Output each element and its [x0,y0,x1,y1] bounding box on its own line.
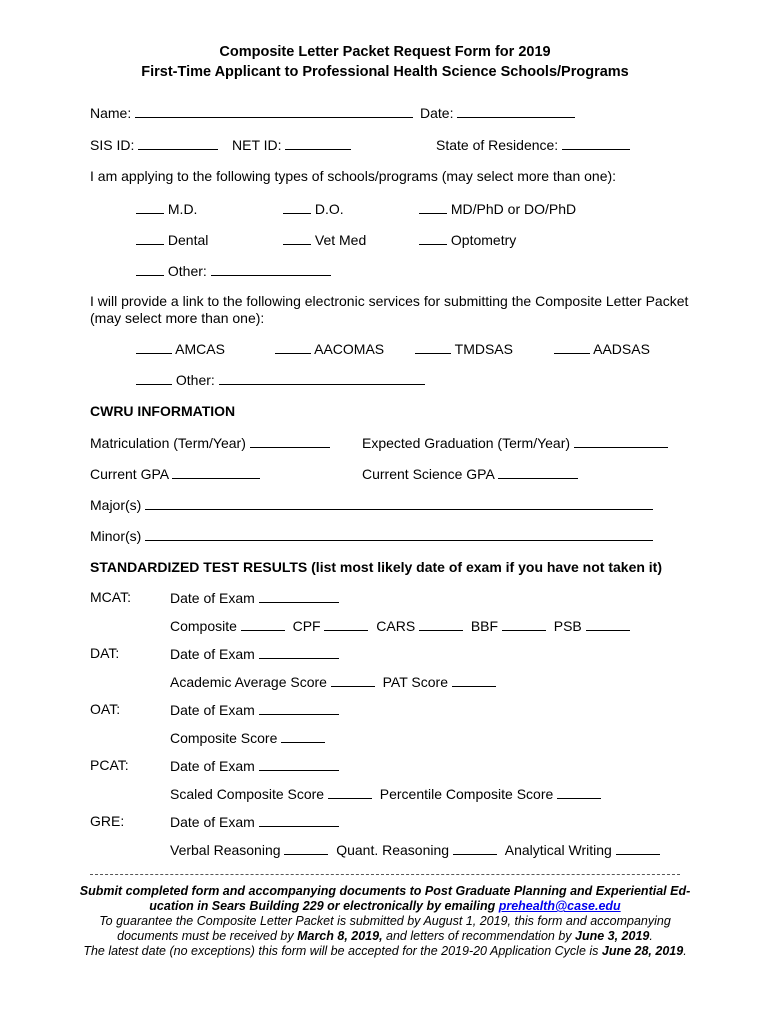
minor-field[interactable] [145,527,653,541]
service-other-blank[interactable] [136,371,172,385]
pcat-label: PCAT: [90,757,129,773]
services-intro-line2: (may select more than one): [90,310,265,326]
mcat-bbf-field[interactable] [502,617,546,631]
footer-line5-a: The latest date (no exceptions) this form will be accepted for the 2019-20 Application Cycle is [83,944,602,958]
schools-intro: I am applying to the following types of schools/programs (may select more than one): [90,168,617,184]
footer-line2-text: ucation in Sears Building 229 or electronically by emailing [149,899,499,913]
mcat-psb-field[interactable] [586,617,630,631]
service-option-amcas[interactable] [136,340,225,357]
school-option-mdphd[interactable] [419,200,576,217]
mcat-cpf-label: CPF [292,618,321,634]
services-intro-line1: I will provide a link to the following electronic services for submitting the Composite Letter Packet [90,293,689,309]
footer-line3: To guarantee the Composite Letter Packet is submitted by August 1, 2019, this form and accompanying [99,914,671,928]
mcat-composite-field[interactable] [241,617,285,631]
school-option-do[interactable] [283,200,344,217]
expgrad-field[interactable] [574,434,668,448]
state-field[interactable] [562,136,630,150]
tests-header: STANDARDIZED TEST RESULTS (list most likely date of exam if you have not taken it) [90,559,663,575]
pcat-scaled-label: Scaled Composite Score [170,786,325,802]
matric-label: Matriculation (Term/Year) [90,435,246,451]
form-subtitle: First-Time Applicant to Professional Health Science Schools/Programs [141,64,629,80]
mcat-cars-field[interactable] [419,617,463,631]
footer-line4-e: . [649,929,653,943]
oat-composite-field[interactable] [281,729,325,743]
school-vetmed-blank[interactable] [283,231,311,245]
service-aadsas-label: AADSAS [593,341,650,357]
mcat-cpf-field[interactable] [324,617,368,631]
school-mdphd-label: MD/PhD or DO/PhD [450,201,577,217]
major-row [90,496,653,513]
footer-line5-date: June 28, 2019 [601,944,684,958]
footer-line1: Submit completed form and accompanying documents to Post Graduate Planning and Experiential Ed- [79,884,691,898]
footer-line4-date1: March 8, 2019, [297,929,383,943]
service-amcas-blank[interactable] [136,340,172,354]
date-label: Date: [420,105,454,121]
school-md-blank[interactable] [136,200,164,214]
school-vetmed-label: Vet Med [314,232,367,248]
dashed-divider [90,874,680,875]
oat-date-field[interactable] [259,701,339,715]
service-option-aadsas[interactable] [554,340,650,357]
school-option-md[interactable] [136,200,197,217]
sci-gpa-label: Current Science GPA [362,466,495,482]
dat-academic-label: Academic Average Score [170,674,327,690]
gre-quant-field[interactable] [453,841,497,855]
service-option-tmdsas[interactable] [415,340,513,357]
service-aacomas-blank[interactable] [275,340,311,354]
gre-verbal-label: Verbal Reasoning [170,842,281,858]
service-tmdsas-blank[interactable] [415,340,451,354]
date-row [420,104,575,121]
service-other-label: Other: [175,372,215,388]
school-other-label: Other: [167,263,207,279]
service-aadsas-blank[interactable] [554,340,590,354]
state-label: State of Residence: [436,137,559,153]
sci-gpa-field[interactable] [498,465,578,479]
gre-date-row [170,813,339,830]
mcat-date-label: Date of Exam [170,590,255,606]
state-row [436,136,630,153]
gre-writing-label: Analytical Writing [504,842,612,858]
school-option-dental[interactable] [136,231,208,248]
name-field[interactable] [135,104,413,118]
mcat-date-field[interactable] [259,589,339,603]
major-label: Major(s) [90,497,142,513]
dat-scores-row [170,673,496,690]
sis-label: SIS ID: [90,137,135,153]
service-aacomas-label: AACOMAS [314,341,385,357]
mcat-scores-row [170,617,630,634]
footer-line5-c: . [683,944,687,958]
dat-date-row [170,645,339,662]
gre-quant-label: Quant. Reasoning [336,842,450,858]
dat-date-field[interactable] [259,645,339,659]
name-row [90,104,413,121]
matric-row [90,434,330,451]
school-md-label: M.D. [167,201,198,217]
net-label: NET ID: [232,137,282,153]
oat-date-label: Date of Exam [170,702,255,718]
matric-field[interactable] [250,434,330,448]
gre-date-field[interactable] [259,813,339,827]
gpa-label: Current GPA [90,466,169,482]
service-option-aacomas[interactable] [275,340,384,357]
footer-line4-date2: June 3, 2019 [575,929,650,943]
sis-field[interactable] [138,136,218,150]
footer-line2 [0,899,770,913]
sis-row [90,136,218,153]
gre-verbal-field[interactable] [284,841,328,855]
footer-line5 [0,944,770,958]
pcat-percentile-field[interactable] [557,785,601,799]
school-option-other[interactable] [136,262,331,279]
footer-line4-c: and letters of recommendation by [382,929,576,943]
net-field[interactable] [285,136,351,150]
service-option-other[interactable] [136,371,425,388]
mcat-psb-label: PSB [553,618,582,634]
pcat-date-label: Date of Exam [170,758,255,774]
oat-composite-label: Composite Score [170,730,278,746]
gre-scores-row [170,841,660,858]
gre-date-label: Date of Exam [170,814,255,830]
mcat-label: MCAT: [90,589,131,605]
service-tmdsas-label: TMDSAS [454,341,513,357]
sci-gpa-row [362,465,578,482]
dat-academic-field[interactable] [331,673,375,687]
school-do-blank[interactable] [283,200,311,214]
expgrad-label: Expected Graduation (Term/Year) [362,435,571,451]
footer-line4 [0,929,770,943]
school-option-optometry[interactable] [419,231,516,248]
school-do-label: D.O. [314,201,344,217]
school-optometry-label: Optometry [450,232,517,248]
pcat-scores-row [170,785,601,802]
pcat-date-row [170,757,339,774]
cwru-header: CWRU INFORMATION [90,403,236,419]
gre-writing-field[interactable] [616,841,660,855]
form-title: Composite Letter Packet Request Form for 2019 [219,44,551,60]
mcat-bbf-label: BBF [470,618,499,634]
minor-label: Minor(s) [90,528,142,544]
minor-row [90,527,653,544]
oat-scores-row [170,729,325,746]
school-optometry-blank[interactable] [419,231,447,245]
mcat-composite-label: Composite [170,618,237,634]
footer-line4-a: documents must be received by [117,929,298,943]
oat-date-row [170,701,339,718]
school-option-vetmed[interactable] [283,231,366,248]
date-field[interactable] [457,104,575,118]
name-label: Name: [90,105,132,121]
pcat-scaled-field[interactable] [328,785,372,799]
school-dental-blank[interactable] [136,231,164,245]
dat-date-label: Date of Exam [170,646,255,662]
gre-label: GRE: [90,813,125,829]
service-other-field[interactable] [219,371,425,385]
expgrad-row [362,434,668,451]
oat-label: OAT: [90,701,121,717]
net-row [232,136,351,153]
service-amcas-label: AMCAS [175,341,225,357]
school-dental-label: Dental [167,232,209,248]
major-field[interactable] [145,496,653,510]
pcat-percentile-label: Percentile Composite Score [379,786,554,802]
school-other-blank[interactable] [136,262,164,276]
gpa-field[interactable] [172,465,260,479]
email-link[interactable]: prehealth@case.edu [498,899,621,913]
school-other-field[interactable] [211,262,331,276]
school-mdphd-blank[interactable] [419,200,447,214]
dat-label: DAT: [90,645,120,661]
pcat-date-field[interactable] [259,757,339,771]
dat-pat-field[interactable] [452,673,496,687]
gpa-row [90,465,260,482]
mcat-cars-label: CARS [376,618,416,634]
dat-pat-label: PAT Score [382,674,448,690]
mcat-date-row [170,589,339,606]
